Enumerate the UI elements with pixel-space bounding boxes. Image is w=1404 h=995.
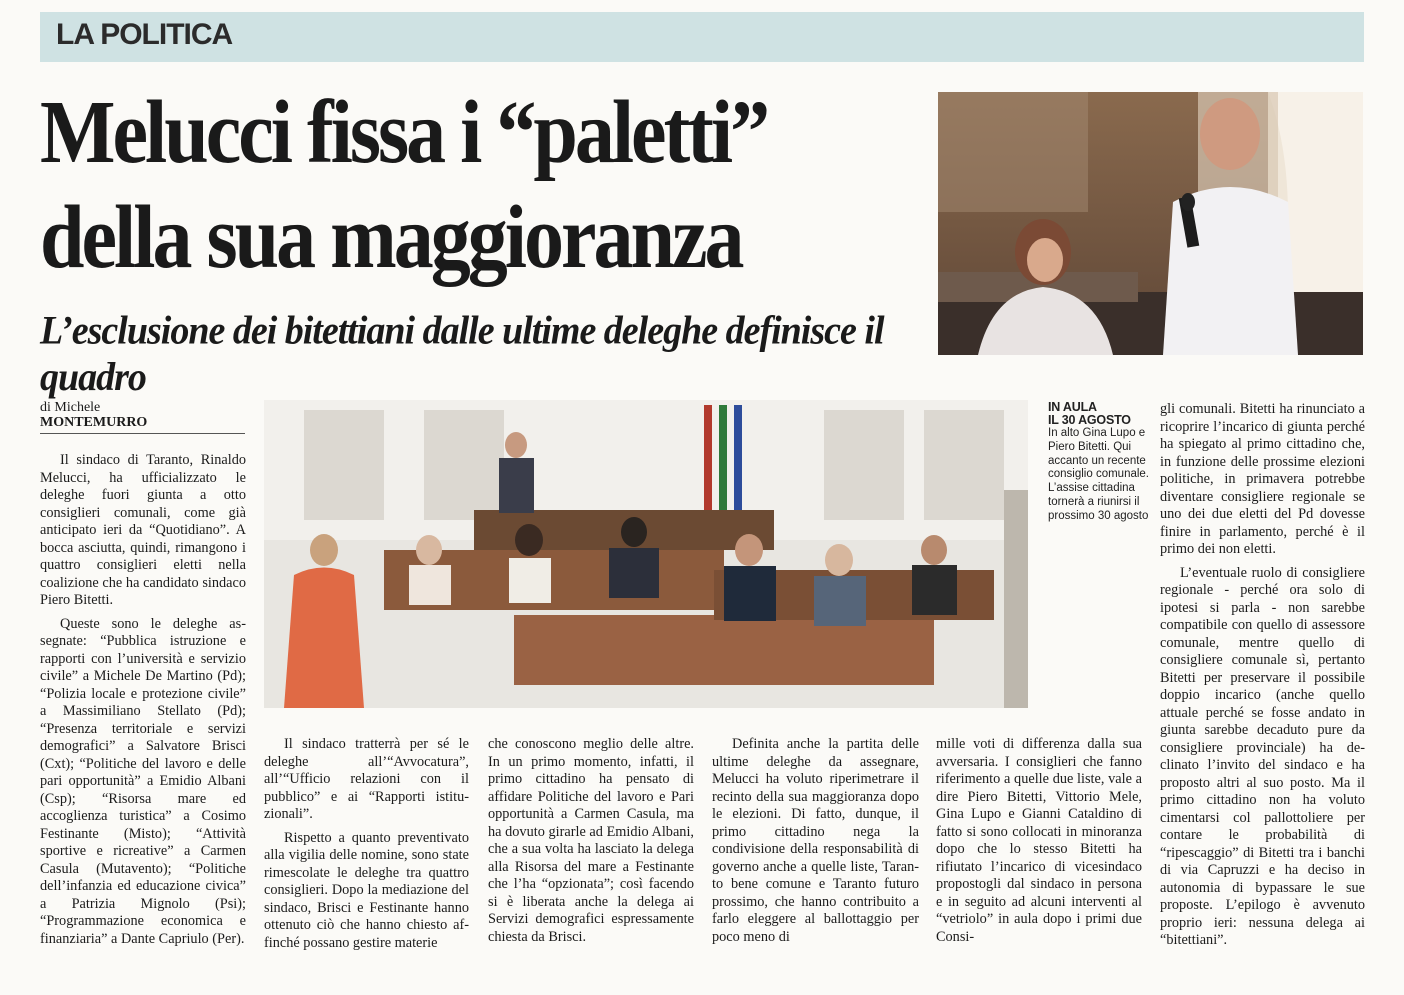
headline-line-1: Melucci fissa i “paletti” — [40, 83, 768, 182]
headline — [40, 80, 920, 291]
paragraph: Definita anche la partita delle ultime deleghe da assegnare, Melucci ha voluto riperimetrare il recinto della sua maggioranza dopo le elezioni. Di fatto, dunque, il primo cittadino nega la condivisione della responsabilità di governo anche a quelle liste, Taranto bene comune e Taranto futuro prossimo, che hanno contribuito a farlo eleggere al ballottaggio per poco meno di — [712, 736, 919, 945]
subheadline: L’esclusione dei bitettiani dalle ultime deleghe definisce il quadro — [40, 309, 884, 400]
caption-text: In alto Gina Lupo e Piero Bitetti. Qui accanto un recente consiglio comunale. L’assise cittadina tornerà a riunirsi il prossimo 30 agosto — [1048, 427, 1150, 522]
paragraph: Queste sono le deleghe assegnate: “Pubblica istruzione e rapporti con l’università e servizio civile” a Michele De Martino (Pd); “Polizia locale e protezione civile” a Massimiliano Stellato (Pd); “Presenza territoriale e servizi demografici” a Salvatore Brisci (Cxt); “Politiche del lavoro e delle pari opportunità” a Emidio Albani (Csp); “Risorsa mare ed accoglienza turistica” a Cosimo Festinante (Misto); “Attività sportive e ricreative” a Carmen Casula (Mutavento); “Politiche dell’infanzia ed educazione civica” a Patrizia Mignolo (Psi); “Programmazione economica e finanziaria” a Dante Capriulo (Per). — [40, 615, 246, 947]
paragraph: Rispetto a quanto preventivato alla vigilia delle nomine, sono state rimescolate le deleghe tra quattro consiglieri. Dopo la mediazione del sindaco, Brisci e Festinante hanno ottenuto ciò che hanno chiesto affinché possano gestire materie — [264, 829, 469, 951]
caption-title-line-2: IL 30 AGOSTO — [1048, 413, 1131, 427]
article-column-2 — [264, 736, 469, 952]
top-photo — [938, 92, 1363, 355]
paragraph: che conoscono meglio delle altre. In un primo momento, infatti, il primo cittadino ha pensato di affidare Politiche del lavoro e Pari opportunità a Carmen Casula, ma ha dovuto girarle ad Emidio Albani, che a sua volta ha lasciato la delega alla Risorsa del mare a Festinante che l’ha “opzionata”; così facendo si è liberata anche la delega ai Servizi demografici espressamente chiesta da Brisci. — [488, 736, 694, 945]
article-column-6 — [1160, 401, 1365, 950]
paragraph: Il sindaco tratterrà per sé le deleghe all’“Avvocatura”, all’“Ufficio relazioni con il pubblico” e ai “Rapporti istituzionali”. — [264, 736, 469, 822]
byline — [40, 400, 255, 430]
article-column-4 — [712, 736, 919, 946]
caption-title-line-1: IN AULA — [1048, 400, 1097, 414]
paragraph: Il sindaco di Taranto, Rinaldo Melucci, ha ufficializzato le deleghe fuori giunta a otto consiglieri comunali, come già anticipato ieri da “Quotidiano”. A bocca asciutta, quindi, rimangono i quattro consiglieri eletti nella coalizione che ha candidato sindaco Piero Bitetti. — [40, 452, 246, 608]
main-photo — [264, 400, 1028, 708]
section-label: LA POLITICA — [56, 18, 233, 51]
section-bar — [40, 12, 1364, 62]
paragraph: gli comunali. Bitetti ha rinunciato a ricoprire l’incarico di giunta perché ha spiegato al primo cittadino che, in funzione delle prossime elezioni politiche, in primavera potrebbe diventare consigliere regionale se uno dei due eletti del Pd dovesse finire in parlamento, perché è il primo dei non eletti. — [1160, 401, 1365, 557]
byline-divider — [40, 433, 245, 434]
byline-author: MONTEMURRO — [40, 415, 148, 430]
article-column-5 — [936, 736, 1142, 946]
article-column-1 — [40, 452, 246, 948]
photo-caption — [1048, 401, 1166, 524]
byline-prefix: di Michele — [40, 400, 101, 415]
paragraph: L’eventuale ruolo di consigliere regionale - perché ora solo di ipotesi si parla - non sarebbe compatibile con quello di assessore comunale, mentre quello di consigliere comunale sì, pertanto Bitetti per preservare il possibile doppio incarico (anche quello attuale perché se fosse andato in giunta sarebbe decaduto pure da consigliere provinciale) ha declinato l’invito del sindaco e ha proposto altri al suo posto. Ma il primo cittadino non ha voluto cimentarsi col pallottoliere per contare le probabilità di “ripescaggio” di Bitetti tra i banchi di via Capruzzi e ha deciso in autonomia di bypassare le sue proposte. L’epilogo è avvenuto proprio ieri: nessuna delega ai “bitettiani”. — [1160, 564, 1365, 948]
headline-line-2: della sua maggioranza — [40, 188, 742, 288]
article-column-3 — [488, 736, 694, 946]
paragraph: mille voti di differenza dalla sua avversaria. I consiglieri che fanno riferimento a quelle due liste, vale a dire Piero Bitetti, Vittorio Mele, Gina Lupo e Gianni Cataldino di fatto si sono collocati in minoranza dopo che lo stesso Bitetti ha rifiutato l’incarico di vicesindaco propostogli dal sindaco in persona e in seguito ad alcuni interventi al “vetriolo” in aula dopo i primi due Consi- — [936, 736, 1142, 945]
